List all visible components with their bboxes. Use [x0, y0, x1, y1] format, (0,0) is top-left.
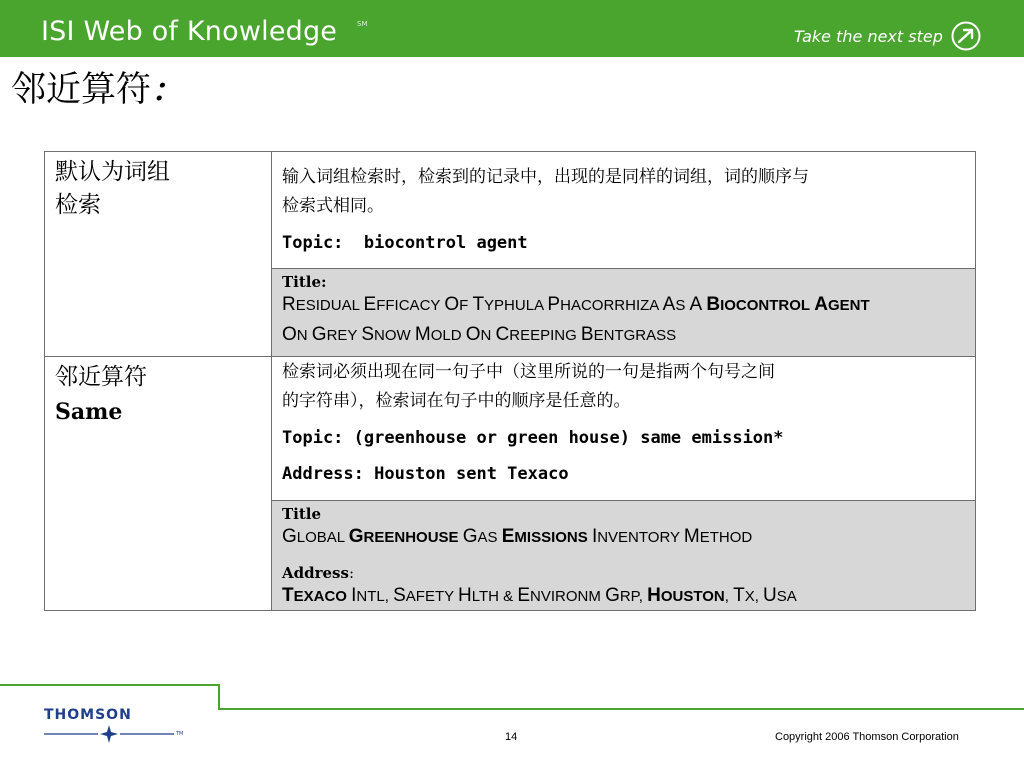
description-line: 检索词必须出现在同一句子中（这里所说的一句是指两个句号之间 [282, 362, 775, 382]
example-result-box [272, 269, 975, 356]
query-example: Address: Houston sent Texaco [282, 464, 569, 484]
description-line: 的字符串），检索词在句子中的顺序是任意的。 [282, 391, 631, 411]
page-number: 14 [505, 731, 518, 743]
example-title-line: ON GREY SNOW MOLD ON CREEPING BENTGRASS [282, 324, 677, 345]
example-label: Title [282, 505, 322, 523]
footer-rule [218, 708, 1024, 710]
star-logo-icon [44, 724, 184, 746]
row-divider [45, 356, 975, 357]
row-label-phrase-search: 默认为词组 检索 [55, 159, 170, 218]
example-label: Title: [282, 273, 327, 291]
description-line: 检索式相同。 [282, 196, 384, 216]
example-title-line: GLOBAL GREENHOUSE GAS EMISSIONS INVENTORY METHOD [282, 526, 753, 547]
operator-table [44, 151, 976, 611]
tagline: Take the next step [794, 27, 943, 46]
description-line: 输入词组检索时，检索到的记录中，出现的是同样的词组，词的顺序与 [282, 167, 809, 187]
circle-arrow-icon [951, 21, 981, 51]
thomson-logo: THOMSON TM [44, 707, 184, 747]
footer-rule [218, 684, 220, 710]
copyright-text: Copyright 2006 Thomson Corporation [775, 731, 959, 743]
query-example: Topic: (greenhouse or green house) same emission* [282, 428, 784, 448]
example-result-box [272, 501, 975, 610]
example-title-line: RESIDUAL EFFICACY OF TYPHULA PHACORRHIZA AS A BIOCONTROL AGENT [282, 294, 870, 315]
query-example: Topic: biocontrol agent [282, 233, 528, 253]
service-mark: SM [357, 20, 368, 28]
brand-title: ISI Web of Knowledge [41, 16, 338, 47]
footer-rule [0, 684, 219, 686]
page-title: 邻近算符： [11, 70, 184, 110]
address-label: Address: [282, 564, 355, 582]
trademark-mark: TM [176, 731, 184, 737]
row-label-same-operator: 邻近算符 Same [55, 364, 147, 425]
header-bar [0, 0, 1024, 57]
example-address-line: TEXACO INTL, SAFETY HLTH & ENVIRONM GRP, HOUSTON, TX, USA [282, 585, 797, 606]
title-colon: ： [151, 71, 184, 109]
